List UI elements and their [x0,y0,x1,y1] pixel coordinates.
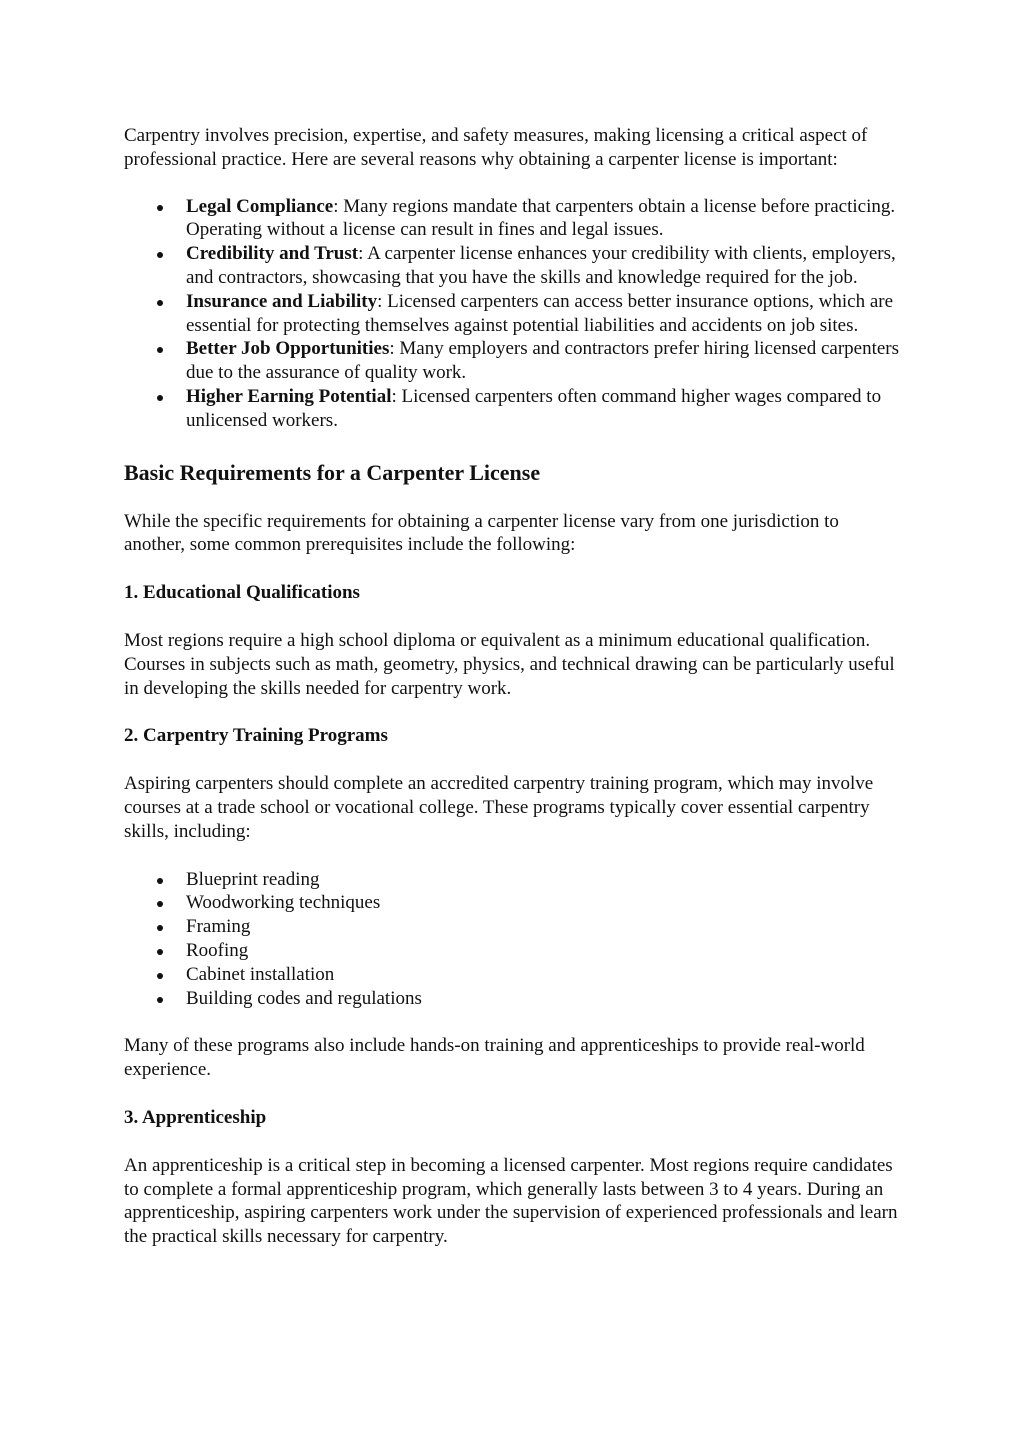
list-item: Building codes and regulations [124,987,904,1011]
list-item-text: : Many regions mandate that carpenters obtain a license before practicing. Operating without a license can result in fines and legal issues. [186,195,896,241]
list-item-term: Legal Compliance [186,195,334,217]
list-item: Cabinet installation [124,963,904,987]
list-item: Woodworking techniques [124,891,904,915]
apprenticeship-heading: 3. Apprenticeship [124,1106,267,1128]
list-item [124,290,904,338]
document-page [124,124,904,1273]
list-item [124,242,904,290]
list-item: Roofing [124,939,904,963]
list-item-term: Higher Earning Potential [186,385,392,407]
list-item-text: : Licensed carpenters can access better insurance options, which are essential for protecting themselves against potential liabilities and accidents on job sites. [186,290,894,336]
list-item: Blueprint reading [124,868,904,892]
intro-paragraph: Carpentry involves precision, expertise, and safety measures, making licensing a critical aspect of professional practice. Here are several reasons why obtaining a carpenter license is important: [124,125,868,170]
license-reasons-list [124,195,904,433]
training-heading: 2. Carpentry Training Programs [124,725,388,747]
list-item [124,337,904,385]
apprenticeship-paragraph: An apprenticeship is a critical step in becoming a licensed carpenter. Most regions require candidates to complete a formal apprenticeship program, which generally lasts between 3 to 4 years. During an apprenticeship, aspiring carpenters work under the supervision of experienced professionals and learn the practical skills necessary for carpentry. [124,1154,898,1248]
education-heading: 1. Educational Qualifications [124,582,360,604]
list-item [124,385,904,433]
requirements-intro-paragraph: While the specific requirements for obtaining a carpenter license vary from one jurisdiction to another, some common prerequisites include the following: [124,510,839,556]
education-paragraph: Most regions require a high school diploma or equivalent as a minimum educational qualification. Courses in subjects such as math, geometry, physics, and technical drawing can be particularly useful in developing the skills needed for carpentry work. [124,629,895,699]
training-skills-list [124,868,904,1011]
requirements-heading: Basic Requirements for a Carpenter License [124,459,541,485]
list-item-term: Better Job Opportunities [186,338,390,360]
list-item-term: Insurance and Liability [186,290,378,312]
training-paragraph: Aspiring carpenters should complete an accredited carpentry training program, which may involve courses at a trade school or vocational college. These programs typically cover essential carpentry skills, including: [124,773,874,842]
list-item-text: : A carpenter license enhances your credibility with clients, employers, and contractors, showcasing that you have the skills and knowledge required for the job. [186,243,896,288]
list-item [124,195,904,243]
training-closing-paragraph: Many of these programs also include hands-on training and apprenticeships to provide real-world experience. [124,1035,865,1081]
list-item: Framing [124,915,904,939]
list-item-term: Credibility and Trust [186,243,359,265]
list-item-text: : Many employers and contractors prefer hiring licensed carpenters due to the assurance of quality work. [186,338,900,384]
list-item-text: : Licensed carpenters often command higher wages compared to unlicensed workers. [186,385,882,431]
